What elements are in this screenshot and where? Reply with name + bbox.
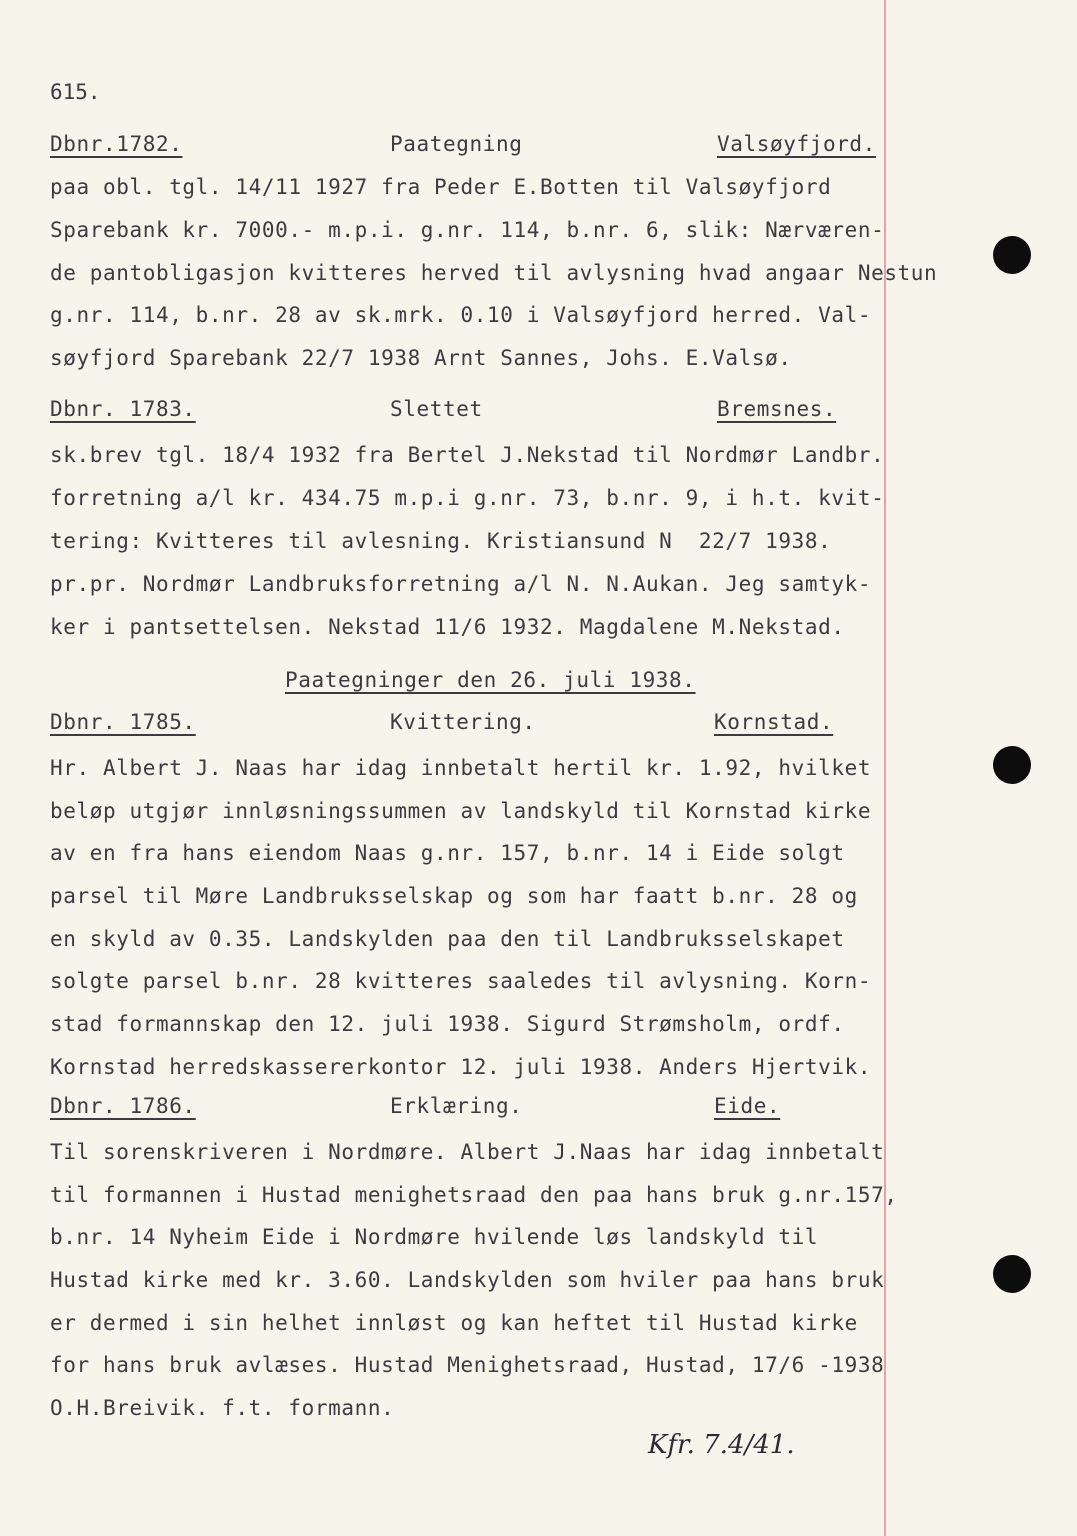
text-line: sk.brev tgl. 18/4 1932 fra Bertel J.Nekstad til Nordmør Landbr. (50, 443, 885, 467)
text-line: er dermed i sin helhet innløst og kan heftet til Hustad kirke (50, 1311, 858, 1335)
handwritten-note: Kfr. 7.4/41. (648, 1430, 795, 1460)
text-line: ker i pantsettelsen. Nekstad 11/6 1932. Magdalene M.Nekstad. (50, 615, 845, 639)
text-line: Kornstad herredskassererkontor 12. juli 1938. Anders Hjertvik. (50, 1055, 872, 1079)
entry-place: Bremsnes. (717, 397, 837, 421)
entry-number: Dbnr. 1783. (50, 397, 196, 421)
text-line: søyfjord Sparebank 22/7 1938 Arnt Sannes, Johs. E.Valsø. (50, 346, 792, 370)
entry-type: Kvittering. (390, 710, 536, 734)
text-line: til formannen i Hustad menighetsraad den paa hans bruk g.nr.157, (50, 1183, 898, 1207)
entry-number: Dbnr. 1785. (50, 710, 196, 734)
punch-hole (993, 1255, 1031, 1293)
text-line: Til sorenskriveren i Nordmøre. Albert J.Naas har idag innbetalt (50, 1140, 885, 1164)
text-line: stad formannskap den 12. juli 1938. Sigurd Strømsholm, ordf. (50, 1012, 845, 1036)
entry-header (50, 710, 880, 740)
entry-header (50, 132, 880, 162)
text-line: Hr. Albert J. Naas har idag innbetalt hertil kr. 1.92, hvilket (50, 756, 872, 780)
text-line: Sparebank kr. 7000.- m.p.i. g.nr. 114, b.nr. 6, slik: Nærværen- (50, 218, 885, 242)
text-line: parsel til Møre Landbruksselskap og som har faatt b.nr. 28 og (50, 884, 858, 908)
entry-place: Eide. (714, 1094, 781, 1118)
page-number: 615. (50, 80, 101, 104)
text-line: O.H.Breivik. f.t. formann. (50, 1396, 395, 1420)
entry-place: Valsøyfjord. (717, 132, 876, 156)
entry-type: Slettet (390, 397, 483, 421)
punch-hole (993, 236, 1031, 274)
entry-header (50, 397, 880, 427)
punch-hole (993, 746, 1031, 784)
text-line: b.nr. 14 Nyheim Eide i Nordmøre hvilende løs landskyld til (50, 1225, 819, 1249)
text-line: pr.pr. Nordmør Landbruksforretning a/l N. N.Aukan. Jeg samtyk- (50, 572, 872, 596)
text-line: forretning a/l kr. 434.75 m.p.i g.nr. 73, b.nr. 9, i h.t. kvit- (50, 486, 885, 510)
text-line: paa obl. tgl. 14/11 1927 fra Peder E.Botten til Valsøyfjord (50, 175, 832, 199)
text-line: en skyld av 0.35. Landskylden paa den til Landbruksselskapet (50, 927, 845, 951)
entry-type: Paategning (390, 132, 523, 156)
entry-type: Erklæring. (390, 1094, 523, 1118)
text-line: Hustad kirke med kr. 3.60. Landskylden som hviler paa hans bruk (50, 1268, 885, 1292)
text-line: tering: Kvitteres til avlesning. Kristiansund N 22/7 1938. (50, 529, 832, 553)
text-line: av en fra hans eiendom Naas g.nr. 157, b.nr. 14 i Eide solgt (50, 841, 845, 865)
text-line: for hans bruk avlæses. Hustad Menighetsraad, Hustad, 17/6 -1938 (50, 1353, 885, 1377)
text-line: beløp utgjør innløsningssummen av landskyld til Kornstad kirke (50, 799, 872, 823)
entry-place: Kornstad. (714, 710, 834, 734)
entry-header (50, 1094, 880, 1124)
entry-number: Dbnr. 1786. (50, 1094, 196, 1118)
entry-number: Dbnr.1782. (50, 132, 183, 156)
text-line: g.nr. 114, b.nr. 28 av sk.mrk. 0.10 i Valsøyfjord herred. Val- (50, 303, 872, 327)
text-line: de pantobligasjon kvitteres herved til avlysning hvad angaar Nestun (50, 261, 938, 285)
date-heading: Paategninger den 26. juli 1938. (285, 668, 696, 692)
text-line: solgte parsel b.nr. 28 kvitteres saaledes til avlysning. Korn- (50, 969, 872, 993)
